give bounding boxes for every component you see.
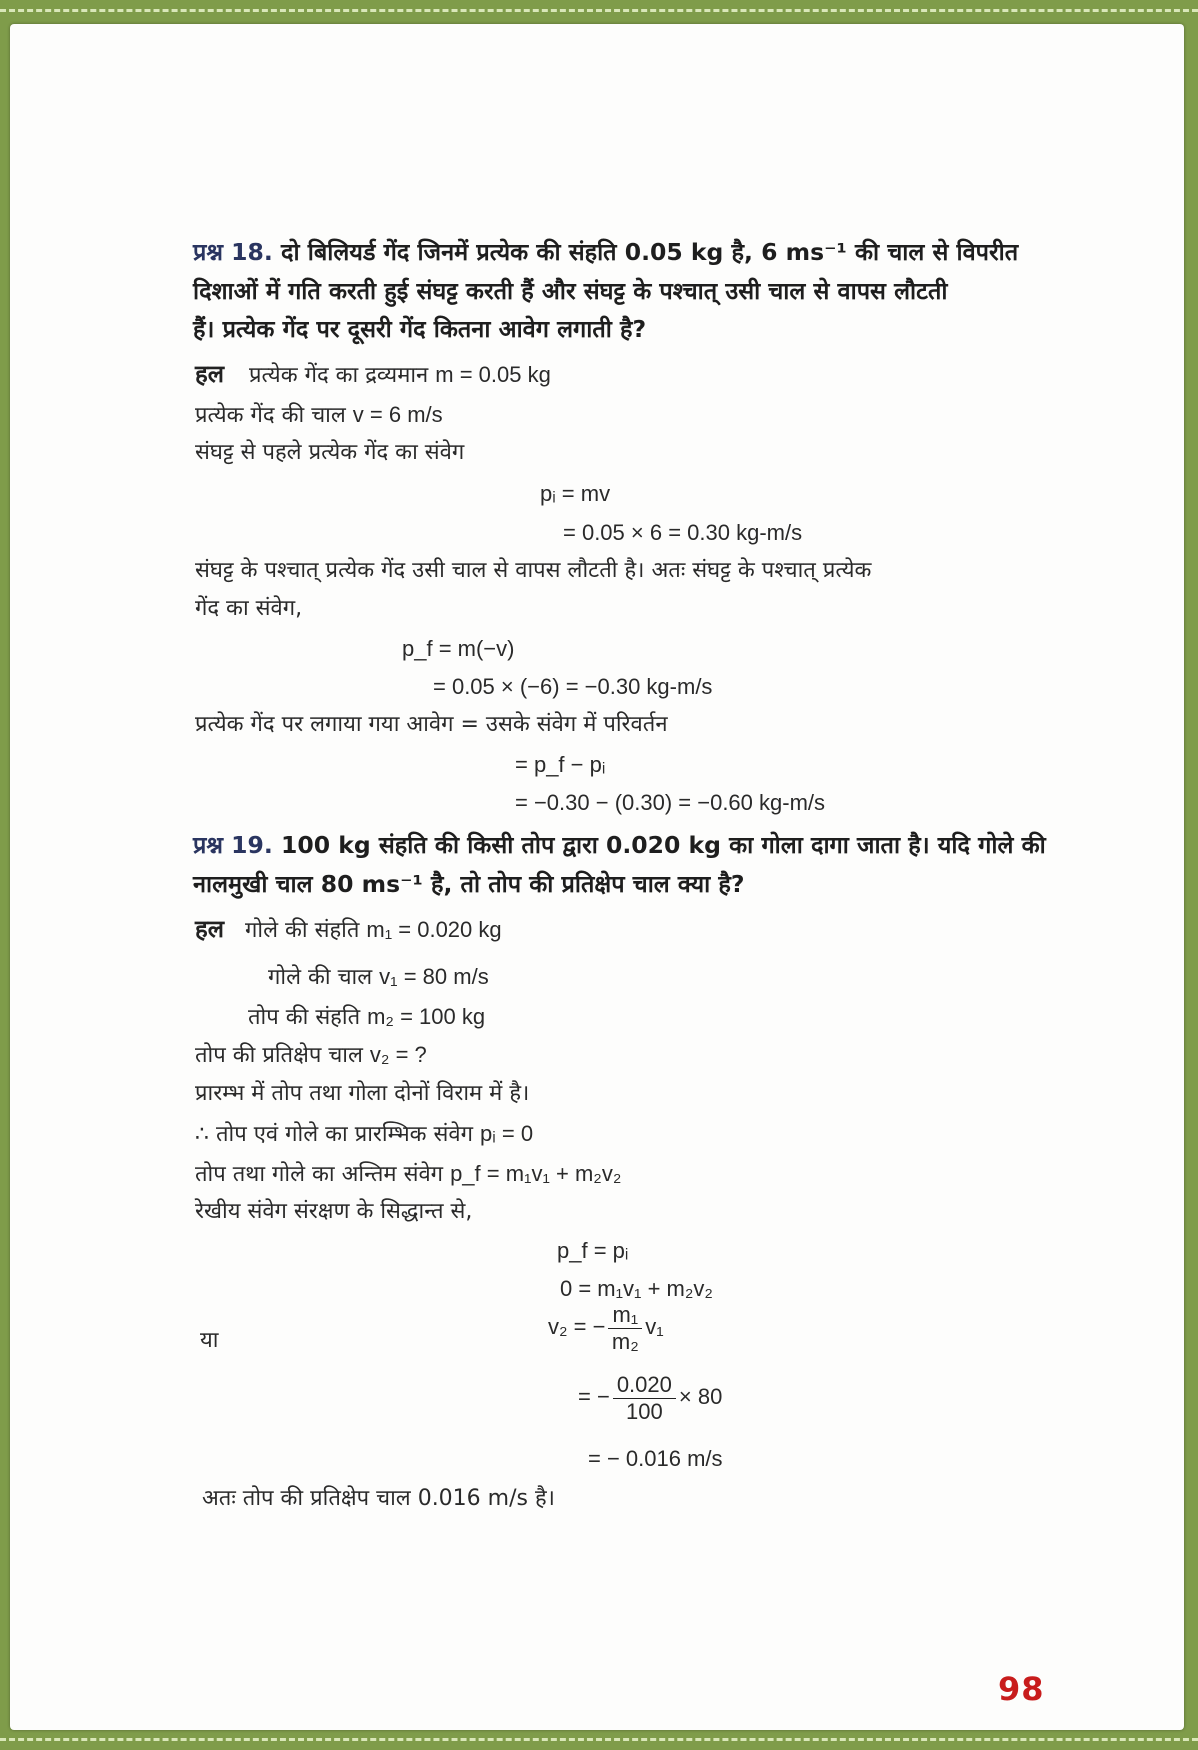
sol19-m1-eq: m₁ = 0.020 kg [366,917,502,942]
sol18-pi-eq: pᵢ = mv [540,481,611,506]
sol19-initial-text: ∴ तोप एवं गोले का प्रारम्भिक संवेग [195,1122,474,1147]
sol19-eq3-left: v₂ = − [548,1314,606,1339]
q18-line1 [193,237,1018,267]
q18-line3: हैं। प्रत्येक गेंद पर दूसरी गेंद कितना आवेग लगाती है? [193,315,647,343]
sol19-v2-eq: v₂ = ? [369,1042,427,1067]
sol19-eq4-num: 0.020 [613,1372,676,1399]
sol19-eq4-left: = − [578,1384,610,1409]
sol19-v2-text: तोप की प्रतिक्षेप चाल [195,1043,363,1068]
sol19-v2-line [195,1040,427,1071]
sol19-eq3-num: m₁ [608,1302,642,1329]
sol18-impulse-eq: = p_f − pᵢ [515,752,606,777]
sol18-mass-eq: m = 0.05 kg [435,362,551,387]
sol19-final-text: तोप तथा गोले का अन्तिम संवेग [195,1162,444,1187]
sol19-eq5: = − 0.016 m/s [588,1446,723,1471]
sol19-m1-text: गोले की संहति [245,918,360,943]
sol19-initial-line [195,1119,533,1150]
page-number: 98 [998,1670,1045,1708]
sol19-eq3-den: m₂ [611,1328,639,1354]
sol19-ya: या [200,1328,219,1353]
sol18-before-text: संघट्ट से पहले प्रत्येक गेंद का संवेग [195,440,465,465]
sol19-eq4-right: × 80 [678,1384,723,1409]
sol18-after-line2: गेंद का संवेग, [195,596,303,621]
sol19-v1-text: गोले की चाल [268,965,373,990]
sol18-impulse-text: प्रत्येक गेंद पर लगाया गया आवेग = उसके संवेग में परिवर्तन [195,712,668,737]
sol19-v1-line [268,962,489,993]
q19-label: प्रश्न 19. [193,831,273,859]
sol19-eq3-fraction [608,1302,642,1355]
sol19-final-eq: p_f = m₁v₁ + m₂v₂ [450,1161,622,1186]
sol19-v1-eq: v₁ = 80 m/s [379,964,489,989]
sol19-eq4-den: 100 [625,1398,663,1424]
sol19-eq3 [548,1300,664,1355]
sol19-eq3-right: v₁ [645,1314,664,1339]
page-sheet [10,24,1184,1730]
sol18-pf-val: = 0.05 × (−6) = −0.30 kg-m/s [433,674,713,699]
sol19-conservation-text: रेखीय संवेग संरक्षण के सिद्धान्त से, [195,1199,473,1224]
sol18-speed-text: प्रत्येक गेंद की चाल [195,403,346,428]
sol19-conclusion: अतः तोप की प्रतिक्षेप चाल 0.016 m/s है। [202,1486,555,1511]
sol18-hal: हल [195,360,225,388]
sol19-hal: हल [195,915,225,943]
q18-line2: दिशाओं में गति करती हुई संघट्ट करती हैं और संघट्ट के पश्चात् उसी चाल से वापस लौटती [193,277,948,305]
sol19-final-line [195,1159,621,1190]
sol18-mass-text: प्रत्येक गेंद का द्रव्यमान [249,363,429,388]
sol18-speed-line [195,400,443,431]
sol19-eq2: 0 = m₁v₁ + m₂v₂ [560,1276,713,1301]
sol19-m2-eq: m₂ = 100 kg [367,1004,486,1029]
sol19-m2-line [248,1002,485,1033]
sol19-eq4-fraction [613,1372,676,1425]
sol19-eq1: p_f = pᵢ [557,1238,629,1263]
sol18-pi-val: = 0.05 × 6 = 0.30 kg-m/s [563,520,803,545]
sol18-pf-eq: p_f = m(−v) [402,636,515,661]
sol19-rest-text: प्रारम्भ में तोप तथा गोला दोनों विराम में है। [195,1081,530,1106]
q19-line1 [193,830,1046,860]
sol18-impulse-val: = −0.30 − (0.30) = −0.60 kg-m/s [515,790,826,815]
sol19-eq4 [578,1370,722,1425]
sol19-m2-text: तोप की संहति [248,1005,361,1030]
sol18-mass-line [195,359,551,391]
sol18-speed-eq: v = 6 m/s [352,402,443,427]
sol18-after-line1: संघट्ट के पश्चात् प्रत्येक गेंद उसी चाल से वापस लौटती है। अतः संघट्ट के पश्चात् प्रत्येक [195,558,872,583]
bottom-dashed-border [0,1738,1198,1741]
sol19-initial-eq: pᵢ = 0 [480,1121,534,1146]
q18-text1: दो बिलियर्ड गेंद जिनमें प्रत्येक की संहति 0.05 kg है, 6 ms⁻¹ की चाल से विपरीत [281,238,1019,266]
q19-line2: नालमुखी चाल 80 ms⁻¹ है, तो तोप की प्रतिक्षेप चाल क्या है? [193,870,745,898]
q19-text1: 100 kg संहति की किसी तोप द्वारा 0.020 kg का गोला दागा जाता है। यदि गोले की [281,831,1046,859]
sol19-m1-line [195,914,502,946]
q18-label: प्रश्न 18. [193,238,273,266]
top-dashed-border [0,9,1198,12]
